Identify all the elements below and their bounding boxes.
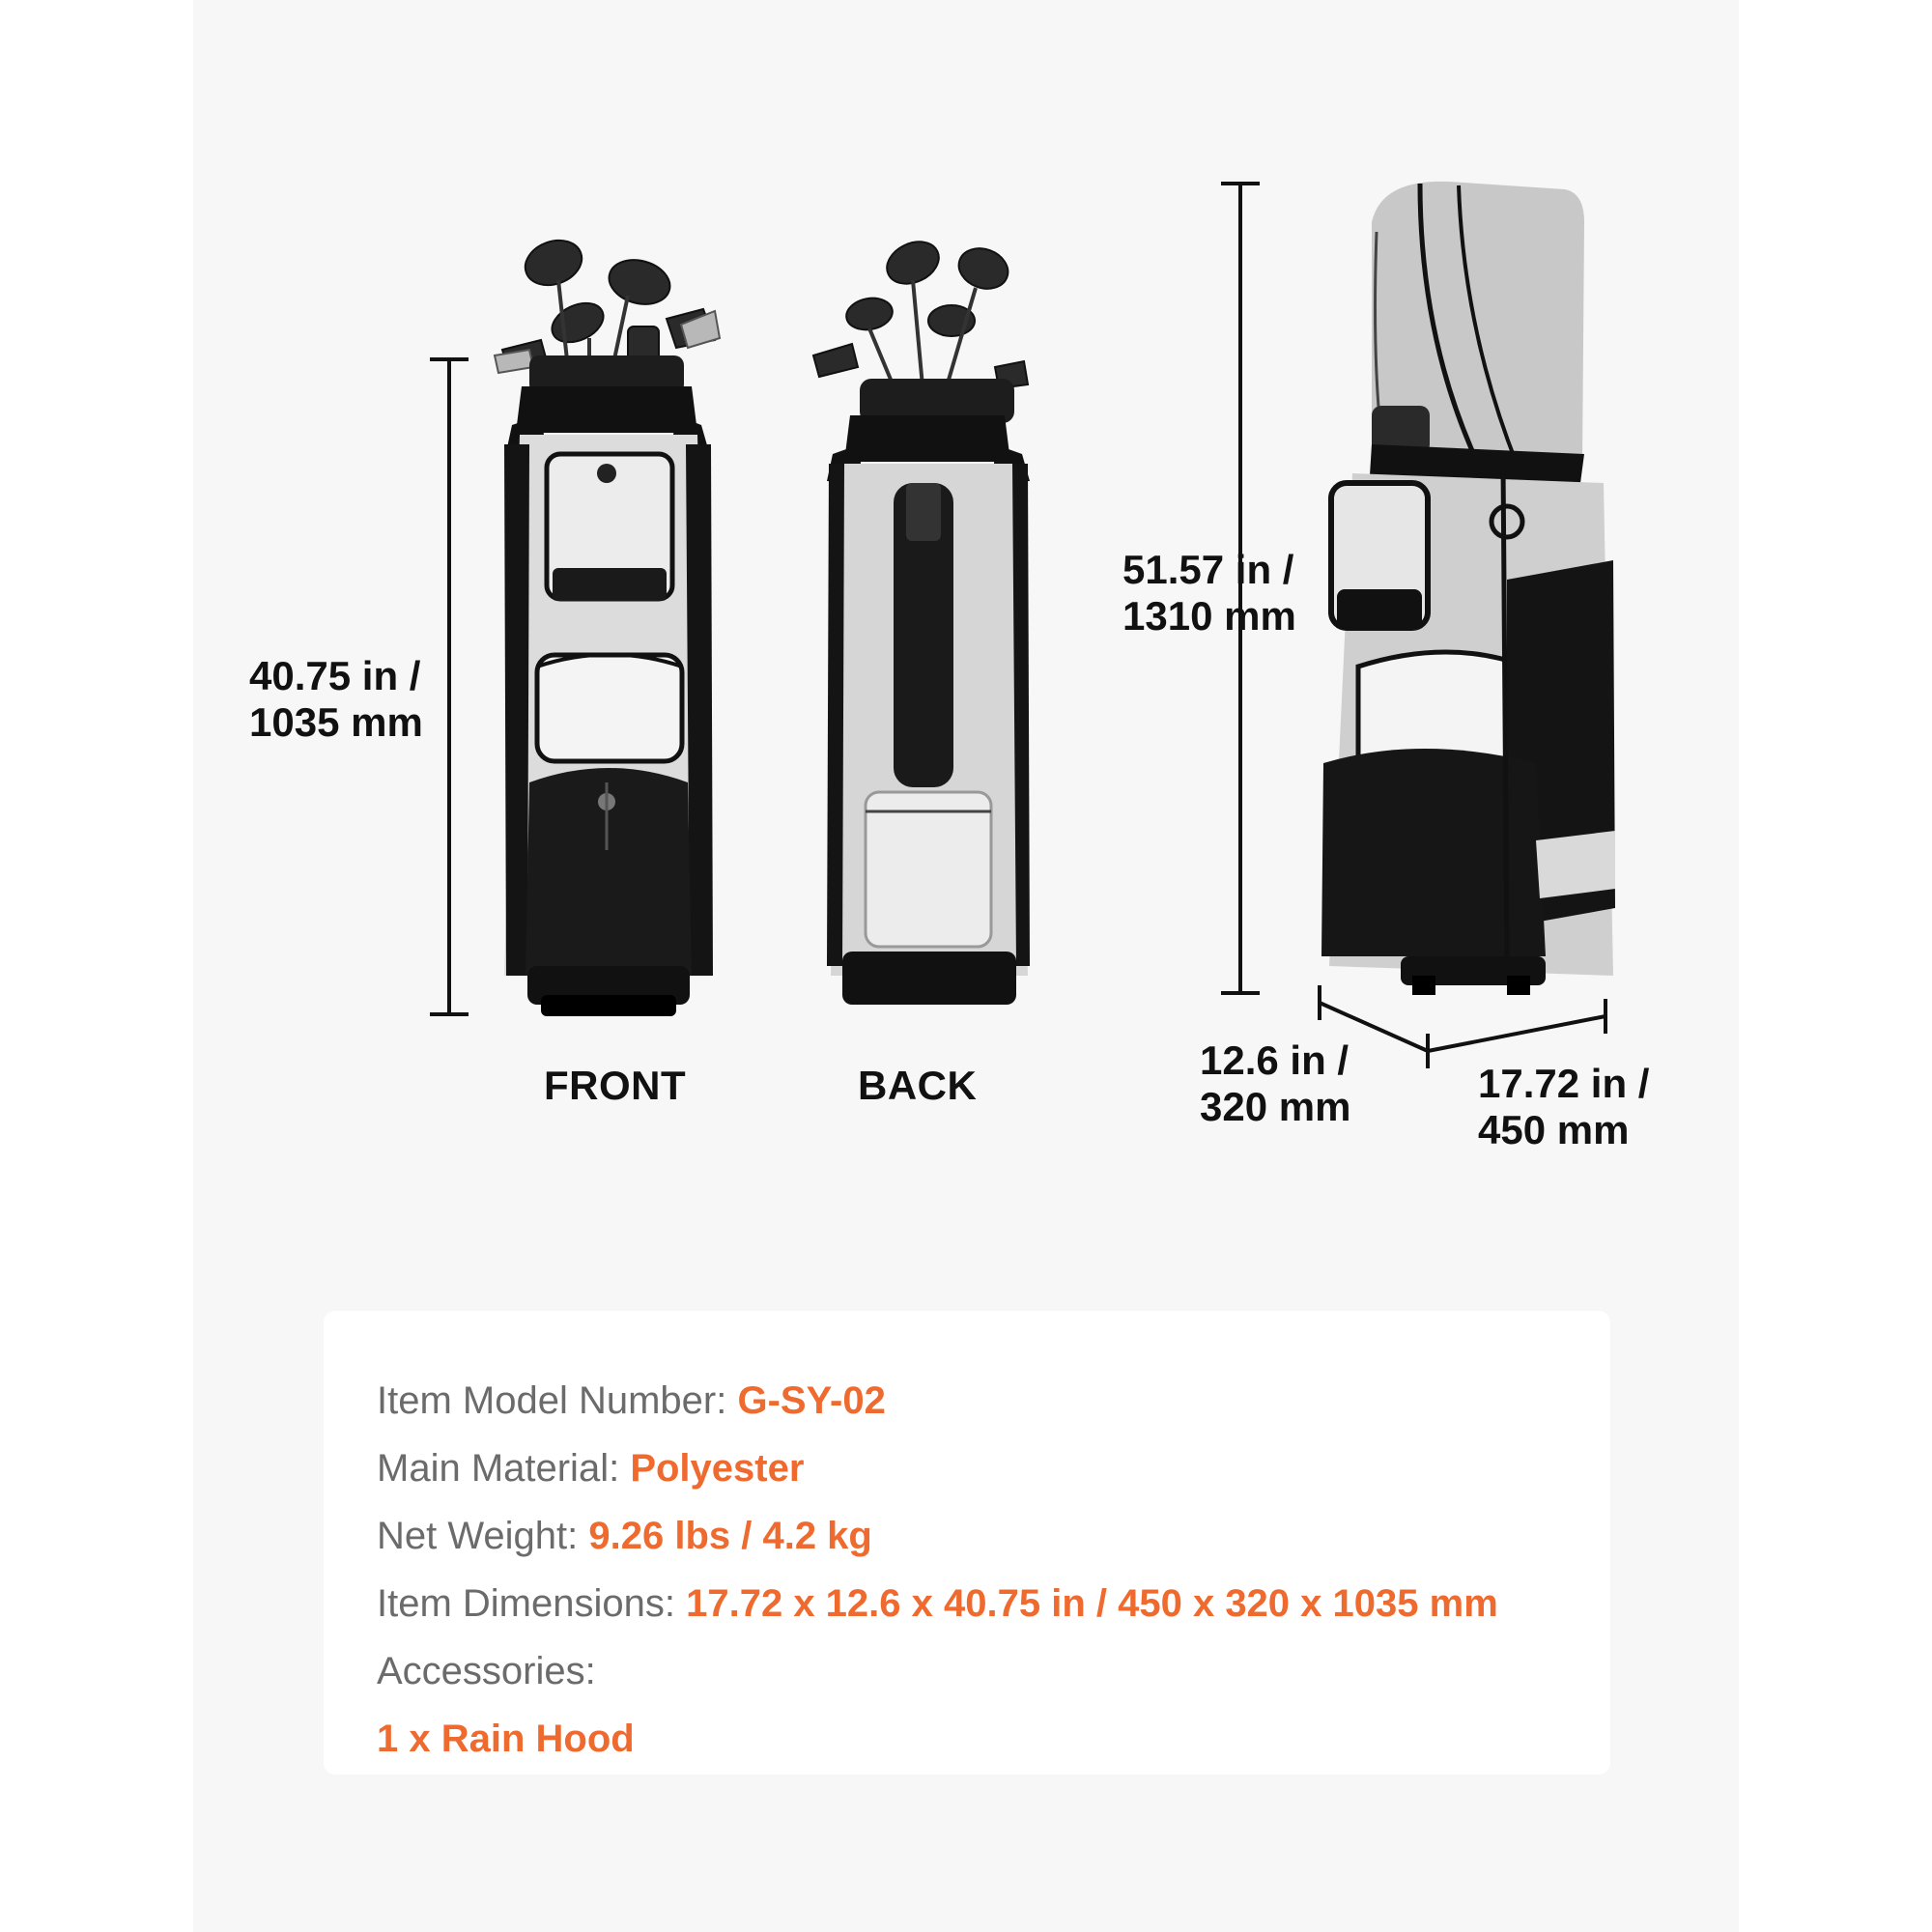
- front-height-label: [249, 653, 423, 746]
- depth-mm: 320 mm: [1200, 1084, 1351, 1129]
- front-height-mm: 1035 mm: [249, 699, 423, 745]
- golf-bag-back-image: [813, 234, 1030, 1005]
- spec-accessory-item: [377, 1715, 635, 1763]
- depth-label: [1200, 1037, 1350, 1130]
- spec-value: G-SY-02: [737, 1379, 886, 1422]
- hood-height-mm: 1310 mm: [1122, 593, 1296, 639]
- hood-height-label: [1122, 547, 1296, 639]
- width-label: [1478, 1061, 1649, 1153]
- spec-model-number: [377, 1377, 886, 1425]
- footprint-dimension-lines: [1320, 985, 1605, 1068]
- spec-value: Polyester: [630, 1447, 805, 1490]
- front-view-label: FRONT: [544, 1063, 687, 1108]
- spec-key: Net Weight:: [377, 1515, 589, 1557]
- width-mm: 450 mm: [1478, 1107, 1630, 1152]
- spec-item-dimensions: [377, 1579, 1498, 1628]
- spec-main-material: [377, 1444, 804, 1492]
- spec-value: 17.72 x 12.6 x 40.75 in / 450 x 320 x 1035 mm: [686, 1582, 1498, 1625]
- spec-value: 9.26 lbs / 4.2 kg: [588, 1515, 872, 1557]
- spec-key: Item Model Number:: [377, 1379, 738, 1422]
- front-height-inches: 40.75 in /: [249, 653, 421, 698]
- spec-accessories-heading: [377, 1647, 596, 1695]
- spec-value: 1 x Rain Hood: [377, 1718, 635, 1760]
- spec-key: Accessories:: [377, 1650, 596, 1692]
- spec-net-weight: [377, 1512, 872, 1560]
- hood-height-inches: 51.57 in /: [1122, 547, 1294, 592]
- back-view-label: BACK: [858, 1063, 978, 1108]
- spec-key: Item Dimensions:: [377, 1582, 687, 1625]
- depth-inches: 12.6 in /: [1200, 1037, 1350, 1083]
- golf-bag-front-image: [495, 233, 720, 1016]
- golf-bag-with-rain-hood-image: [1321, 182, 1615, 995]
- front-height-dimension-line: [430, 359, 469, 1014]
- spec-key: Main Material:: [377, 1447, 631, 1490]
- width-inches: 17.72 in /: [1478, 1061, 1650, 1106]
- spec-card: [324, 1311, 1610, 1775]
